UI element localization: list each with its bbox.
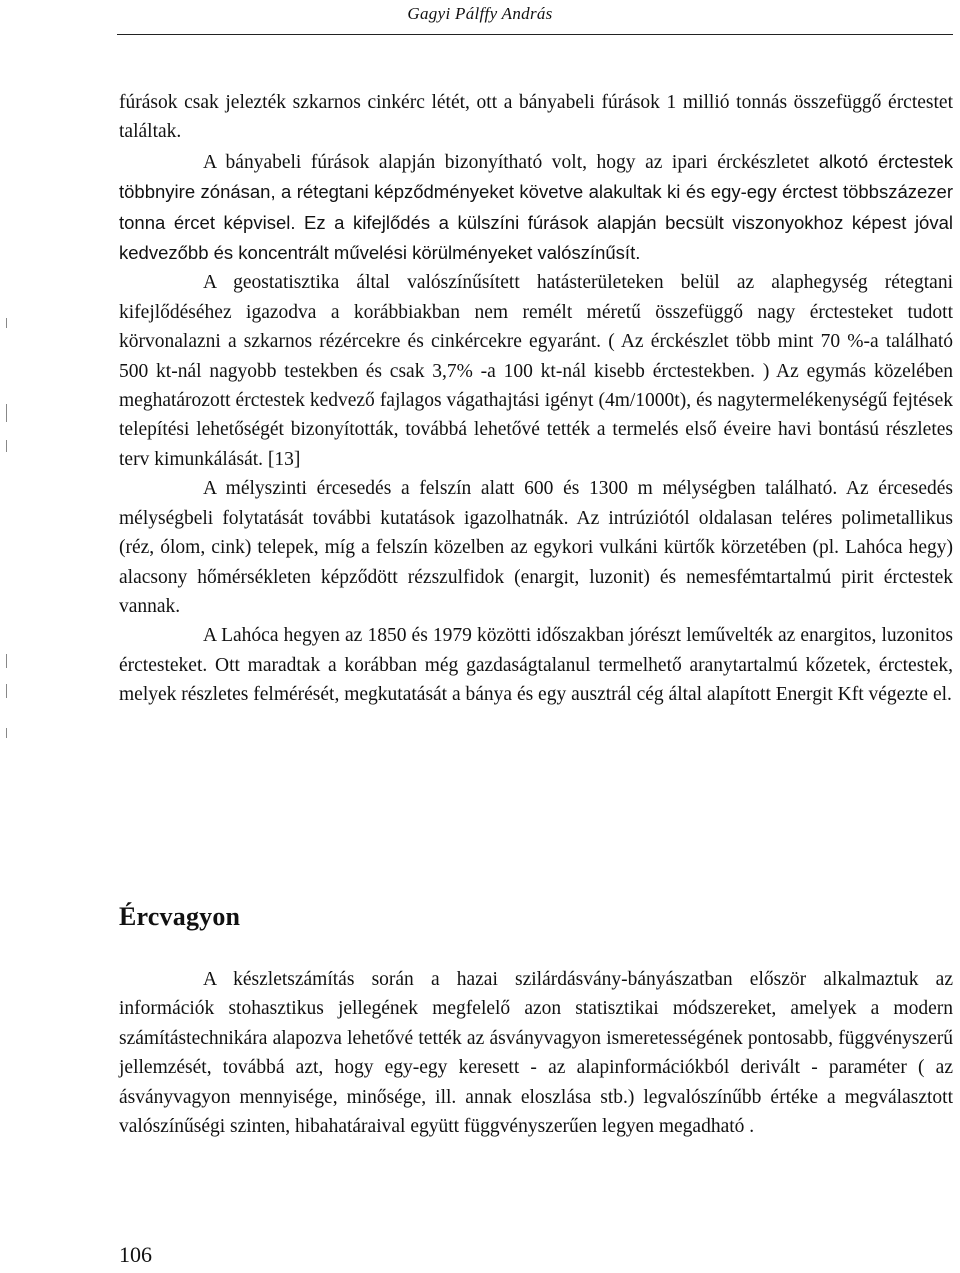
running-header-author: Gagyi Pálffy András bbox=[407, 4, 553, 23]
page-number: 106 bbox=[119, 1242, 152, 1267]
scan-artifact bbox=[6, 654, 7, 668]
scan-artifact bbox=[6, 440, 7, 452]
body-text-top bbox=[119, 88, 953, 710]
body-text-section bbox=[119, 965, 953, 1141]
section-heading-ercvagyon: Ércvagyon bbox=[119, 902, 241, 931]
paragraph-reserve-calculation: A készletszámítás során a hazai szilárdásvány-bányászatban először alkalmaztuk az információk stohasztikus jellegének megfelelő azon statisztikai módszereket, amelyek a modern számítástechnikára alapozva lehetővé tették az ásványvagyon ismeretességének pontosabb, függvényszerű jellemzését, továbbá azt, hogy egy-egy keresett - az alapinformációkból derivált - paraméter ( az ásványvagyon mennyisége, minősége, ill. annak eloszlása stb.) legvalószínűbb értéke a megválasztott valószínűségi szinten, hibahatáraival együtt függvényszerűen legyen megadható . bbox=[119, 969, 953, 1138]
paragraph-ore-bodies-lead: A bányabeli fúrások alapján bizonyítható volt, hogy az ipari érckészletet bbox=[203, 151, 810, 173]
paragraph-ore-bodies-rest: alkotó érctestek többnyire zónásan, a rétegtani képződményeket követve alakultak ki és egy-egy érctest többszázezer tonna ércet képvisel. Ez a kifejlődés a külszíni fúrások alapján becsült viszonyokhoz képest jóval kedvezőbb és koncentrált művelési körülményeket valószínűsít. bbox=[119, 150, 953, 264]
paragraph-drilling-results: fúrások csak jelezték szkarnos cinkérc létét, ott a bányabeli fúrások 1 millió tonnás összefüggő érctestet találtak. bbox=[119, 92, 953, 143]
header-rule bbox=[117, 34, 953, 35]
scan-artifact bbox=[6, 318, 7, 328]
paragraph-ore-bodies bbox=[119, 147, 953, 269]
paragraph-geostatistics: A geostatisztika által valószínűsített hatásterületeken belül az alaphegység rétegtani kifejlődéséhez igazodva a korábbiakban nem remélt méretű összefüggő nagy érctesteket tudott körvonalazni a szkarnos rézércekre és cinkércekre egyaránt. ( Az érckészlet több mint 70 %-a található 500 kt-nál nagyobb testekben és csak 3,7% -a 100 kt-nál kisebb érctestekben. ) Az egymás közelében meghatározott érctestek kedvező fajlagos vágathajtási igényt (4m/1000t), és nagytermelékenységű fejtések telepítési lehetőségét bizonyították, továbbá lehetővé tették a termelés első éveire havi bontású részletes terv kimunkálását. [13] bbox=[119, 272, 953, 470]
scan-artifact bbox=[6, 684, 7, 698]
paragraph-deep-mineralization: A mélyszinti ércesedés a felszín alatt 600 és 1300 m mélységben található. Az ércesedés mélységbeli folytatását további kutatások igazolhatnák. Az intrúziótól oldalasan teléres polimetallikus (réz, ólom, cink) telepek, míg a felszín közelben az egykori vulkáni kürtők körzetében (pl. Lahóca hegy) alacsony hőmérsékleten képződött rézszulfidok (enargit, luzonit) és nemesfémtartalmú pirit érctestek vannak. bbox=[119, 478, 953, 617]
scan-artifact bbox=[6, 728, 7, 738]
scan-artifact bbox=[6, 404, 7, 422]
paragraph-lahoca-hill: A Lahóca hegyen az 1850 és 1979 közötti időszakban jórészt leművelték az enargitos, luzonitos érctesteket. Ott maradtak a korábban még gazdaságtalanul termelhető aranytartalmú kőzetek, érctestek, melyek részletes felmérését, megkutatását a bánya és egy ausztrál cég által alapított Energit Kft végezte el. bbox=[119, 625, 953, 706]
